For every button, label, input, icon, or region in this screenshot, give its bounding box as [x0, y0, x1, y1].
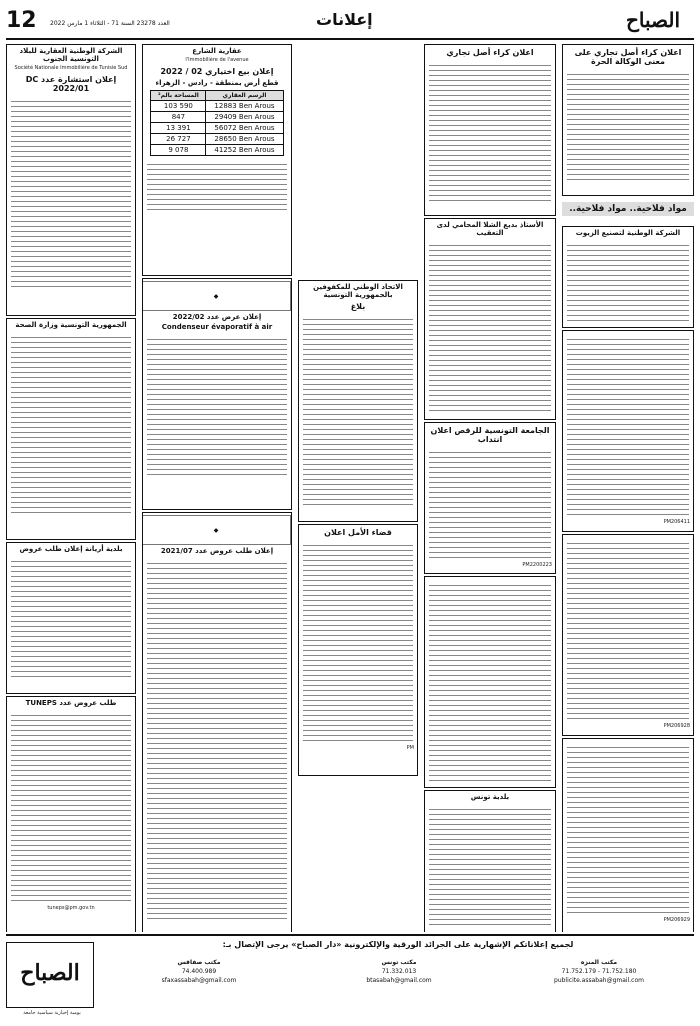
cell-title: 28650 Ben Arous [206, 134, 283, 145]
ad-business-lease [424, 44, 556, 216]
company-name-fr: l'Immobilière de l'avenue [185, 57, 249, 63]
ad-blind-union [298, 280, 418, 522]
ad-body-text [303, 315, 413, 505]
ad-body-text [429, 805, 551, 925]
col-header: الرسم العقاري [206, 91, 283, 101]
ad-body-text [147, 559, 287, 919]
ad-subtitle: قطع أرض بمنطقة - رادس - الزهراء [155, 79, 279, 87]
land-table [150, 90, 283, 156]
ad-blank [298, 44, 418, 234]
ad-qada-amal [298, 524, 418, 776]
office-title: مكتب تونس [381, 959, 417, 966]
ad-body-text [429, 581, 551, 781]
ad-municipality [424, 790, 556, 932]
ad-title: الجمهورية التونسية وزارة الصحة [15, 321, 127, 329]
ad-tender-condenser [142, 278, 292, 510]
ad-dance-federation [424, 422, 556, 574]
ad-body-text [567, 70, 689, 180]
cell-area: 103 590 [151, 101, 206, 112]
ad-body-text [11, 97, 131, 287]
ad-body-text [147, 160, 287, 210]
column-2 [424, 44, 556, 932]
office-email[interactable]: btasabah@gmail.com [366, 977, 432, 984]
cell-title: 56072 Ben Arous [206, 123, 283, 134]
ad-tuneps [6, 696, 136, 932]
category-header: مواد فلاحية.. مواد فلاحية.. [562, 202, 694, 216]
ad-reference: PM2200223 [522, 562, 552, 568]
ad-title: إعلان عرض عدد 2022/02 [172, 313, 262, 321]
ad-body-text [429, 61, 551, 201]
col-header: المساحة بالم² [151, 91, 206, 101]
page-number: 12 [6, 8, 37, 33]
ad-agri-2 [562, 330, 694, 532]
ad-snit-sud [6, 44, 136, 316]
ad-ariana [6, 542, 136, 694]
ad-title: إعلان طلب عروض عدد 2021/07 [160, 547, 274, 555]
ad-title: اعلان كراء أصل تجاري على معنى الوكالة الحرة [574, 48, 682, 66]
table-row [151, 134, 283, 145]
issue-line: العدد 23278 السنة 71 - الثلاثاء 1 مارس 2022 [50, 20, 170, 27]
ad-lease-notice [562, 44, 694, 196]
page-footer [6, 934, 694, 1020]
office-title: مكتب المنزه [580, 959, 618, 966]
ad-body-text [147, 335, 287, 475]
ad-title: إعلان بيع اختياري 02 / 2022 [160, 67, 274, 76]
ad-notice [424, 576, 556, 788]
table-row [151, 112, 283, 123]
table-row [151, 101, 283, 112]
ad-body-text [567, 335, 689, 515]
ad-body-text [429, 241, 551, 411]
column-4 [142, 44, 292, 932]
ad-body-text [11, 557, 131, 677]
footer-headline: لجميع إعلاناتكم الإشهارية على الجرائد الورقية والإلكترونية «دار الصباح» يرجى الإتصال بـ: [222, 940, 574, 949]
ad-reference: PM206929 [663, 917, 690, 923]
cell-title: 41252 Ben Arous [206, 145, 283, 156]
office-menzah [504, 958, 694, 985]
organization-emblem: ◆ [142, 515, 291, 545]
column-right [562, 44, 694, 932]
office-sfax [104, 958, 294, 985]
ad-reference: PM206411 [663, 519, 690, 525]
ad-title: بلدية تونس [470, 793, 510, 801]
contact-email[interactable]: tuneps@pm.gov.tn [47, 905, 95, 911]
cell-area: 26 727 [151, 134, 206, 145]
cell-title: 12883 Ben Arous [206, 101, 283, 112]
office-tunis [304, 958, 494, 985]
ad-title-fr: Condenseur évaporatif à air [161, 323, 273, 331]
footer-logo-tagline: يومية إخبارية سياسية جامعة [23, 1010, 81, 1016]
office-email[interactable]: publicite.assabah@gmail.com [554, 977, 644, 984]
ad-title: طلب عروض عدد TUNEPS [25, 699, 117, 707]
ad-tender-2 [142, 512, 292, 932]
section-title: إعلانات [316, 10, 373, 29]
table-row [151, 145, 283, 156]
ad-title: إعلان استشارة عدد DC 2022/01 [25, 75, 117, 93]
office-phone: 74.400.989 [181, 968, 217, 975]
ad-body-text [11, 333, 131, 513]
organization-emblem: ◆ [142, 281, 291, 311]
ad-reference: PM206928 [663, 723, 690, 729]
ad-body-text [429, 448, 551, 558]
ad-title: بلدية أريانة إعلان طلب عروض [19, 545, 123, 553]
column-3 [298, 44, 418, 932]
ad-body-text [567, 743, 689, 913]
ad-agri-1 [562, 226, 694, 328]
column-left [6, 44, 136, 932]
office-phone: 71.332.013 [381, 968, 417, 975]
cell-area: 9 078 [151, 145, 206, 156]
ad-title: اعلان كراء أصل تجاري [446, 48, 534, 57]
ad-lawyer [424, 218, 556, 420]
footer-logo: الصباح [6, 942, 94, 1008]
company-name: الشركة الوطنية العقارية للبلاد التونسية الجنوب [19, 47, 123, 63]
ad-title: قضاء الأمل اعلان [324, 528, 392, 537]
office-phone: 71.752.179 - 71.752.180 [561, 968, 637, 975]
ad-subtitle: بلاغ [350, 302, 366, 311]
ad-agri-4 [562, 738, 694, 932]
page-header [6, 8, 694, 40]
ad-agri-3 [562, 534, 694, 736]
ad-body-text [567, 241, 689, 321]
ad-title: الجامعة التونسية للرقص اعلان انتداب [430, 426, 550, 444]
ad-body-text [11, 711, 131, 901]
office-email[interactable]: sfaxassabah@gmail.com [161, 977, 237, 984]
ad-title: الأستاذ بديع الشلا المحامي لدى التعقيب [436, 221, 544, 237]
ad-body-text [303, 541, 413, 741]
ad-title: الاتحاد الوطني للمكفوفين بالجمهورية التونسية [313, 283, 403, 299]
office-title: مكتب صفاقس [177, 959, 221, 966]
ad-property-sale [142, 44, 292, 276]
cell-area: 13 391 [151, 123, 206, 134]
ad-reference: PM [406, 745, 414, 751]
cell-area: 847 [151, 112, 206, 123]
company-name-fr: Société Nationale Immobilière de Tunisie Sud [14, 65, 128, 71]
cell-title: 29409 Ben Arous [206, 112, 283, 123]
ad-body-text [567, 539, 689, 719]
ad-ministry-health [6, 318, 136, 540]
ad-title: الشركة الوطنية لتصنيع الزيوت [575, 229, 681, 237]
company-name: عقارية الشارع [192, 47, 242, 55]
newspaper-logo: الصباح [625, 8, 681, 32]
table-row [151, 123, 283, 134]
